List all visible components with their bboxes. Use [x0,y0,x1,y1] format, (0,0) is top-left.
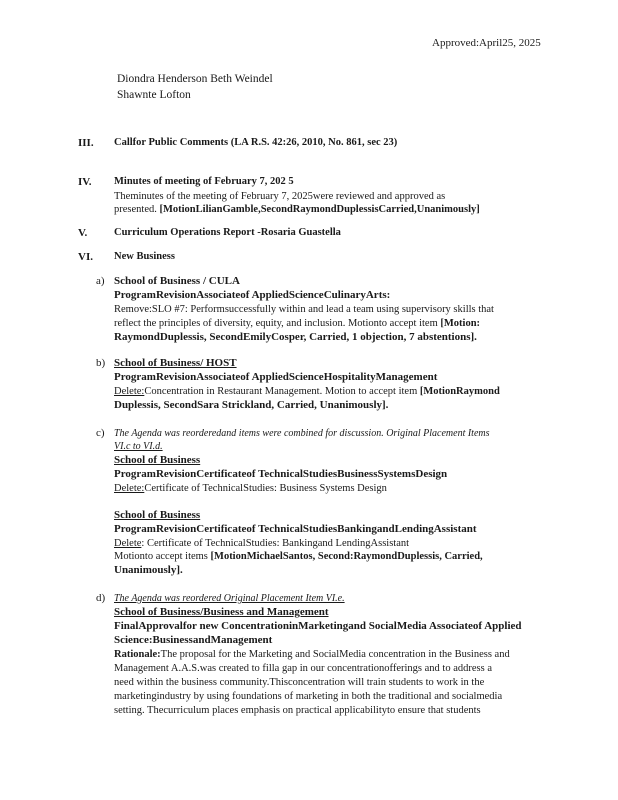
item-d-final-1: FinalApprovalfor new ConcentrationinMarketingand SocialMedia Associateof Applied [114,620,522,632]
item-a-motion: RaymondDuplessis, SecondEmilyCosper, Carried, 1 objection, 7 abstentions]. [114,331,477,343]
section-iv-motion [114,203,480,216]
item-d-label: d) [96,592,106,604]
item-c-motion-bold: [MotionMichaelSantos, Second:RaymondDuplessis, Carried, [210,551,483,562]
item-d-rationale-2: Management A.A.S.was created to filla gap in our concentrationofferings and to address a [114,663,492,674]
item-d-rationale-4: marketingindustry by using foundations of marketing in both the traditional and socialmedia [114,691,503,702]
item-a-school: School of Business / CULA [114,275,240,287]
item-d-school: School of Business/Business and Management [114,606,329,618]
item-b-delete-text: Concentration in Restaurant Management. Motion to accept item [144,386,420,397]
section-iii-title: Callfor Public Comments (LA R.S. 42:26, 2010, No. 861, sec 23) [114,137,398,148]
section-iv-number: IV. [78,176,92,188]
item-a-text-2 [114,317,480,330]
item-c-label: c) [96,427,105,439]
item-a-text-1: Remove:SLO #7: Performsuccessfully within and lead a team using supervisory skills that [114,304,494,315]
item-d-rationale-3: need within the business community.Thisconcentration will train students to work in the [114,677,485,688]
item-d-rationale-5: setting. Thecurriculum places emphasis on practical applicabilityto ensure that students [114,705,481,716]
item-c-motion-2: Unanimously]. [114,564,183,576]
item-c-delete-1 [114,482,387,495]
item-c-delete-1-text: Certificate of TechnicalStudies: Business Systems Design [144,483,387,494]
item-c-program-2: ProgramRevisionCertificateof TechnicalStudiesBankingandLendingAssistant [114,523,477,535]
item-c-delete-2-text: : Certificate of TechnicalStudies: Bankingand LendingAssistant [141,538,410,549]
item-c-delete-2 [114,537,409,550]
item-a-program: ProgramRevisionAssociateof AppliedScienceCulinaryArts: [114,289,391,301]
item-c-motion-plain: Motionto accept items [114,551,211,562]
item-c-delete-1-label: Delete: [114,483,145,494]
item-b-text-1 [114,385,500,398]
section-iii-number: III. [78,137,94,149]
item-a-motion-start: [Motion: [440,318,481,329]
item-b-motion-start: [MotionRaymond [419,386,500,397]
item-c-delete-2-label: Delete [114,538,142,549]
item-a-label: a) [96,275,105,287]
item-d-rationale-text: The proposal for the Marketing and SocialMedia concentration in the Business and [160,649,510,660]
item-c-note-1: The Agenda was reorderedand items were combined for discussion. Original Placement Items [114,428,490,439]
item-c-school-1: School of Business [114,454,201,466]
section-v-title: Curriculum Operations Report -Rosaria Guastella [114,227,341,238]
item-b-delete-label: Delete: [114,386,145,397]
item-b-motion: Duplessis, SecondSara Strickland, Carried, Unanimously]. [114,399,389,411]
item-b-label: b) [96,357,106,369]
item-c-note-2: VI.c to VI.d. [114,441,163,452]
item-c-program-1: ProgramRevisionCertificateof TechnicalStudiesBusinessSystemsDesign [114,468,448,480]
item-c-motion-1 [114,550,483,563]
attendee-line-1: Diondra Henderson Beth Weindel [117,73,273,85]
section-iv-presented: presented. [114,204,160,215]
attendee-line-2: Shawnte Lofton [117,89,191,101]
item-b-school: School of Business/ HOST [114,357,237,369]
item-d-rationale-label: Rationale: [114,649,161,660]
section-vi-title: New Business [114,251,175,262]
section-iv-title: Minutes of meeting of February 7, 202 5 [114,176,294,187]
section-iv-motion-text: [MotionLilianGamble,SecondRaymondDuplessisCarried,Unanimously] [159,204,480,215]
item-c-school-2: School of Business [114,509,201,521]
item-d-final-2: Science:BusinessandManagement [114,634,273,646]
item-b-program: ProgramRevisionAssociateof AppliedScienceHospitalityManagement [114,371,438,383]
section-iv-text: Theminutes of the meeting of February 7, 2025were reviewed and approved as [114,191,446,202]
section-v-number: V. [78,227,88,239]
approval-date: Approved:April25, 2025 [432,37,541,49]
item-d-rationale-1 [114,648,510,661]
section-vi-number: VI. [78,251,93,263]
item-d-note: The Agenda was reordered Original Placement Item VI.e. [114,593,345,604]
item-a-text-2-plain: reflect the principles of diversity, equity, and inclusion. Motionto accept item [114,318,441,329]
